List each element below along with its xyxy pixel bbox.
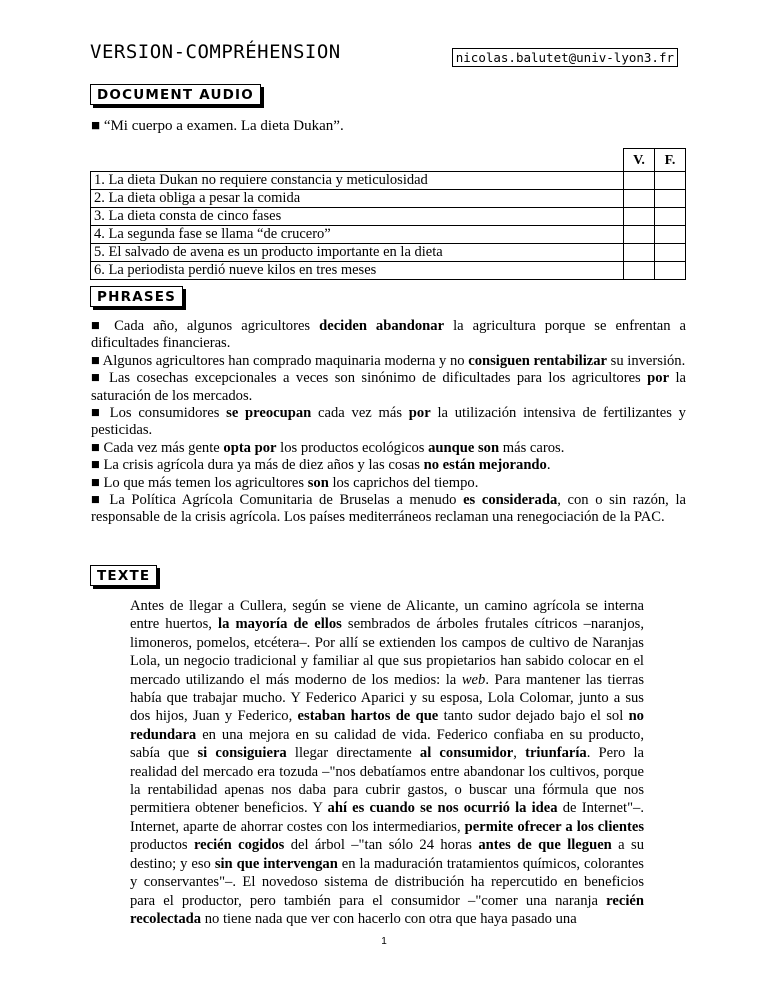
phrase-item: ■ Lo que más temen los agricultores son los caprichos del tiempo. <box>91 474 479 491</box>
section-heading-texte: TEXTE <box>90 565 157 586</box>
table-header-row <box>91 149 686 172</box>
section-heading-phrases: PHRASES <box>90 286 183 307</box>
checkbox-false-2[interactable] <box>655 190 686 208</box>
checkbox-false-1[interactable] <box>655 172 686 190</box>
column-header-v: V. <box>624 149 655 172</box>
table-row <box>91 262 686 280</box>
phrase-item: ■ Cada vez más gente opta por los productos ecológicos aunque son más caros. <box>91 439 565 456</box>
checkbox-true-6[interactable] <box>624 262 655 280</box>
statement-4: 4. La segunda fase se llama “de crucero” <box>91 226 624 244</box>
bullet-icon: ■ <box>91 118 101 134</box>
phrase-item: ■ Algunos agricultores han comprado maquinaria moderna y no consiguen rentabilizar su inversión. <box>91 352 686 369</box>
checkbox-true-5[interactable] <box>624 244 655 262</box>
statement-5: 5. El salvado de avena es un producto importante en la dieta <box>91 244 624 262</box>
checkbox-true-4[interactable] <box>624 226 655 244</box>
table-row <box>91 244 686 262</box>
checkbox-true-1[interactable] <box>624 172 655 190</box>
audio-title-text: “Mi cuerpo a examen. La dieta Dukan”. <box>103 118 344 134</box>
statement-2: 2. La dieta obliga a pesar la comida <box>91 190 624 208</box>
table-row <box>91 172 686 190</box>
page-number: 1 <box>381 936 387 947</box>
table-row <box>91 208 686 226</box>
phrase-item: ■ La crisis agrícola dura ya más de diez años y las cosas no están mejorando. <box>91 457 551 474</box>
audio-title <box>91 118 344 135</box>
text-passage: Antes de llegar a Cullera, según se viene de Alicante, un camino agrícola se interna entre huertos, la mayoría de ellos sembrados de árboles frutales cítricos –naranjos, limoneros, pomelos, etcétera–. Por allí se extienden los campos de cultivo de Naranjas Lola, un negocio tradicional y familiar al que sus propietarios han sabido colocar en el mercado utilizando el más moderno de los medios: la web. Para mantener las tierras había que trabajar mucho. Y Federico Aparici y su esposa, Lola Colomar, junto a sus dos hijos, Juan y Federico, estaban hartos de que tanto sudor dejado bajo el sol no redundara en una mejora en su calidad de vida. Federico confiaba en su producto, sabía que si consiguiera llegar directamente al consumidor, triunfaría. Pero la realidad del mercado era tozuda –"nos debatíamos entre abandonar los cultivos, porque la rentabilidad apenas nos daba para cubrir gastos, o buscar una fórmula que nos permitiera obtener beneficios. Y ahí es cuando se nos ocurrió la idea de Internet"–. Internet, aparte de ahorrar costes con los intermediarios, permite ofrecer a los clientes productos recién cogidos del árbol –"tan sólo 24 horas antes de que lleguen a su destino; y eso sin que intervengan en la maduración tratamientos químicos, colorantes y conservantes"–. El novedoso sistema de distribución ha repercutido en beneficios para el productor, pero también para el consumidor –"comer una naranja recién recolectada no tiene nada que ver con hacerlo con otra que haya pasado una <box>130 598 645 927</box>
author-email: nicolas.balutet@univ-lyon3.fr <box>452 48 678 67</box>
checkbox-true-2[interactable] <box>624 190 655 208</box>
phrase-item: ■ Los consumidores se preocupan cada vez más por la utilización intensiva de fertilizantes y pesticidas. <box>91 405 686 439</box>
checkbox-false-5[interactable] <box>655 244 686 262</box>
checkbox-false-6[interactable] <box>655 262 686 280</box>
phrase-item: ■ Cada año, algunos agricultores deciden abandonar la agricultura porque se enfrentan a dificultades financieras. <box>91 318 687 352</box>
checkbox-false-4[interactable] <box>655 226 686 244</box>
column-header-f: F. <box>655 149 686 172</box>
document-title: VERSION-COMPRÉHENSION <box>90 41 341 63</box>
phrases-list <box>91 318 686 527</box>
statement-6: 6. La periodista perdió nueve kilos en tres meses <box>91 262 624 280</box>
statement-3: 3. La dieta consta de cinco fases <box>91 208 624 226</box>
section-heading-audio: DOCUMENT AUDIO <box>90 84 261 105</box>
true-false-table <box>90 148 686 280</box>
checkbox-true-3[interactable] <box>624 208 655 226</box>
phrase-item: ■ La Política Agrícola Comunitaria de Bruselas a menudo es considerada, con o sin razón, la responsable de la crisis agrícola. Los países mediterráneos reclaman una renegociación de la PAC. <box>91 492 686 526</box>
table-row <box>91 190 686 208</box>
statement-1: 1. La dieta Dukan no requiere constancia y meticulosidad <box>91 172 624 190</box>
phrase-item: ■ Las cosechas excepcionales a veces son sinónimo de dificultades para los agricultores por la saturación de los mercados. <box>91 370 686 404</box>
table-row <box>91 226 686 244</box>
checkbox-false-3[interactable] <box>655 208 686 226</box>
